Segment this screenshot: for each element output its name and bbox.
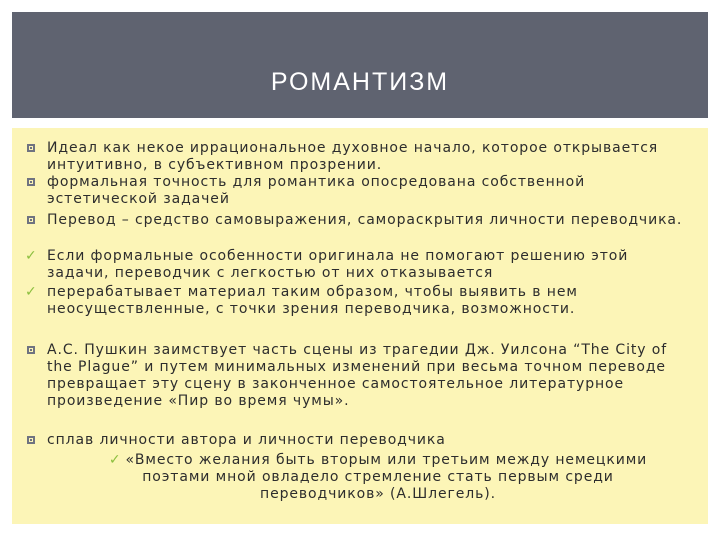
list-item-text: Если формальные особенности оригинала не помогают решению этой задачи, переводчик с легкостью от них отказывается [47,248,629,281]
list-item [47,174,687,208]
list-item-text: формальная точность для романтика опосредована собственной эстетической задачей [47,174,586,207]
list-item-text: Перевод – средство самовыражения, самораскрытия личности переводчика. [47,212,683,228]
list-item [25,284,687,318]
square-bullet-icon [25,432,39,449]
list-item-text: перерабатывает материал таким образом, чтобы выявить в нем неосуществленные, с точки зрения переводчика, возможности. [47,284,578,317]
slide-header [12,12,708,118]
sub-list-item [98,452,658,503]
checkmark-icon: ✓ [25,248,38,264]
square-bullet-icon [25,342,39,359]
checkmark-icon: ✓ [25,284,38,300]
list-item [25,248,687,282]
slide-title: РОМАНТИЗМ [270,68,450,96]
sub-list-item-text: «Вместо желания быть вторым или третьим между немецкими поэтами мной овладело стремление стать первым среди переводчиков» (А.Шлегель). [125,452,648,502]
list-item-text: А.С. Пушкин заимствует часть сцены из трагедии Дж. Уилсона “The City of the Plague” и путем минимальных изменений при весьма точном переводе превращает эту сцену в законченное самостоятельное литературное произведение «Пир во время чумы». [47,342,668,409]
checkmark-icon: ✓ [108,452,122,468]
square-bullet-icon [25,140,39,157]
square-bullet-icon [25,174,39,191]
square-bullet-icon [25,212,39,229]
list-item [47,342,687,410]
list-item-text: Идеал как некое иррациональное духовное начало, которое открывается интуитивно, в субъективном прозрении. [47,140,659,173]
slide-content [12,128,708,524]
list-item [47,432,687,449]
list-item [47,140,687,174]
list-item-text: сплав личности автора и личности переводчика [47,432,446,448]
list-item [47,212,687,229]
